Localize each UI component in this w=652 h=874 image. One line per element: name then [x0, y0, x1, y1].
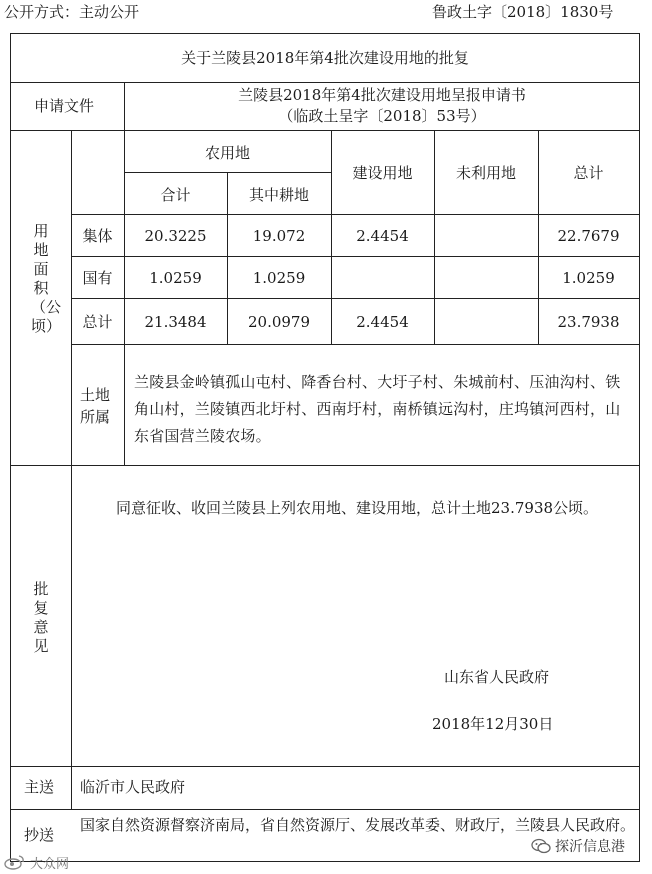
header-farmland: 其中耕地	[248, 186, 309, 204]
header-agri-subtotal: 合计	[160, 186, 191, 204]
cell-agri-total: 20.3225	[144, 227, 207, 245]
header-agricultural-land: 农用地	[204, 144, 250, 162]
row-label: 总计	[82, 313, 113, 331]
cell-construction: 2.4454	[356, 227, 409, 245]
watermark-left	[4, 853, 69, 871]
application-title: 兰陵县2018年第4批次建设用地呈报申请书	[238, 86, 526, 104]
document-title: 关于兰陵县2018年第4批次建设用地的批复	[181, 49, 469, 67]
document-number: 鲁政土字〔2018〕1830号	[432, 3, 614, 21]
row-label: 集体	[82, 227, 113, 245]
approval-date: 2018年12月30日	[432, 715, 554, 733]
cell-agri-total: 21.3484	[144, 313, 207, 331]
row-label: 国有	[82, 269, 113, 287]
header-construction-land: 建设用地	[352, 164, 413, 182]
cc-label: 抄送	[24, 826, 55, 844]
header-unused-land: 未利用地	[455, 164, 516, 182]
land-area-label: 用地面积（公顷）	[31, 222, 62, 335]
cell-total: 23.7938	[557, 313, 620, 331]
approval-text: 同意征收、收回兰陵县上列农用地、建设用地，总计土地23.7938公顷。	[116, 499, 599, 517]
cell-total: 22.7679	[557, 227, 620, 245]
ownership-text: 兰陵县金岭镇孤山屯村、降香台村、大圩子村、朱城前村、压油沟村、铁角山村，兰陵镇西北圩村、西南圩村，南桥镇远沟村，庄坞镇河西村，山东省国营兰陵农场。	[134, 373, 621, 445]
issuing-authority: 山东省人民政府	[444, 668, 550, 686]
cell-farmland: 1.0259	[252, 269, 306, 287]
cell-construction: 2.4454	[356, 313, 409, 331]
approval-label: 批复意见	[33, 580, 49, 655]
disclosure-method: 公开方式：主动公开	[4, 3, 140, 21]
watermark-right-text: 探沂信息港	[555, 839, 625, 855]
main-recipient-label: 主送	[24, 778, 55, 796]
cell-agri-total: 1.0259	[149, 269, 202, 287]
weibo-icon	[4, 854, 26, 870]
cell-farmland: 19.072	[252, 227, 306, 245]
header-total: 总计	[573, 164, 604, 182]
watermark-left-text: 大众网	[30, 856, 70, 872]
main-recipient-value: 临沂市人民政府	[80, 778, 186, 796]
cell-total: 1.0259	[562, 269, 615, 287]
application-number: （临政土呈字〔2018〕53号）	[278, 107, 486, 125]
watermark-right	[528, 836, 628, 856]
application-label: 申请文件	[34, 97, 95, 115]
cell-farmland: 20.0979	[247, 313, 311, 331]
cc-value: 国家自然资源督察济南局，省自然资源厅、发展改革委、财政厅，兰陵县人民政府。	[80, 816, 636, 834]
ownership-label: 土地所属	[80, 386, 111, 426]
wechat-icon	[531, 838, 551, 854]
